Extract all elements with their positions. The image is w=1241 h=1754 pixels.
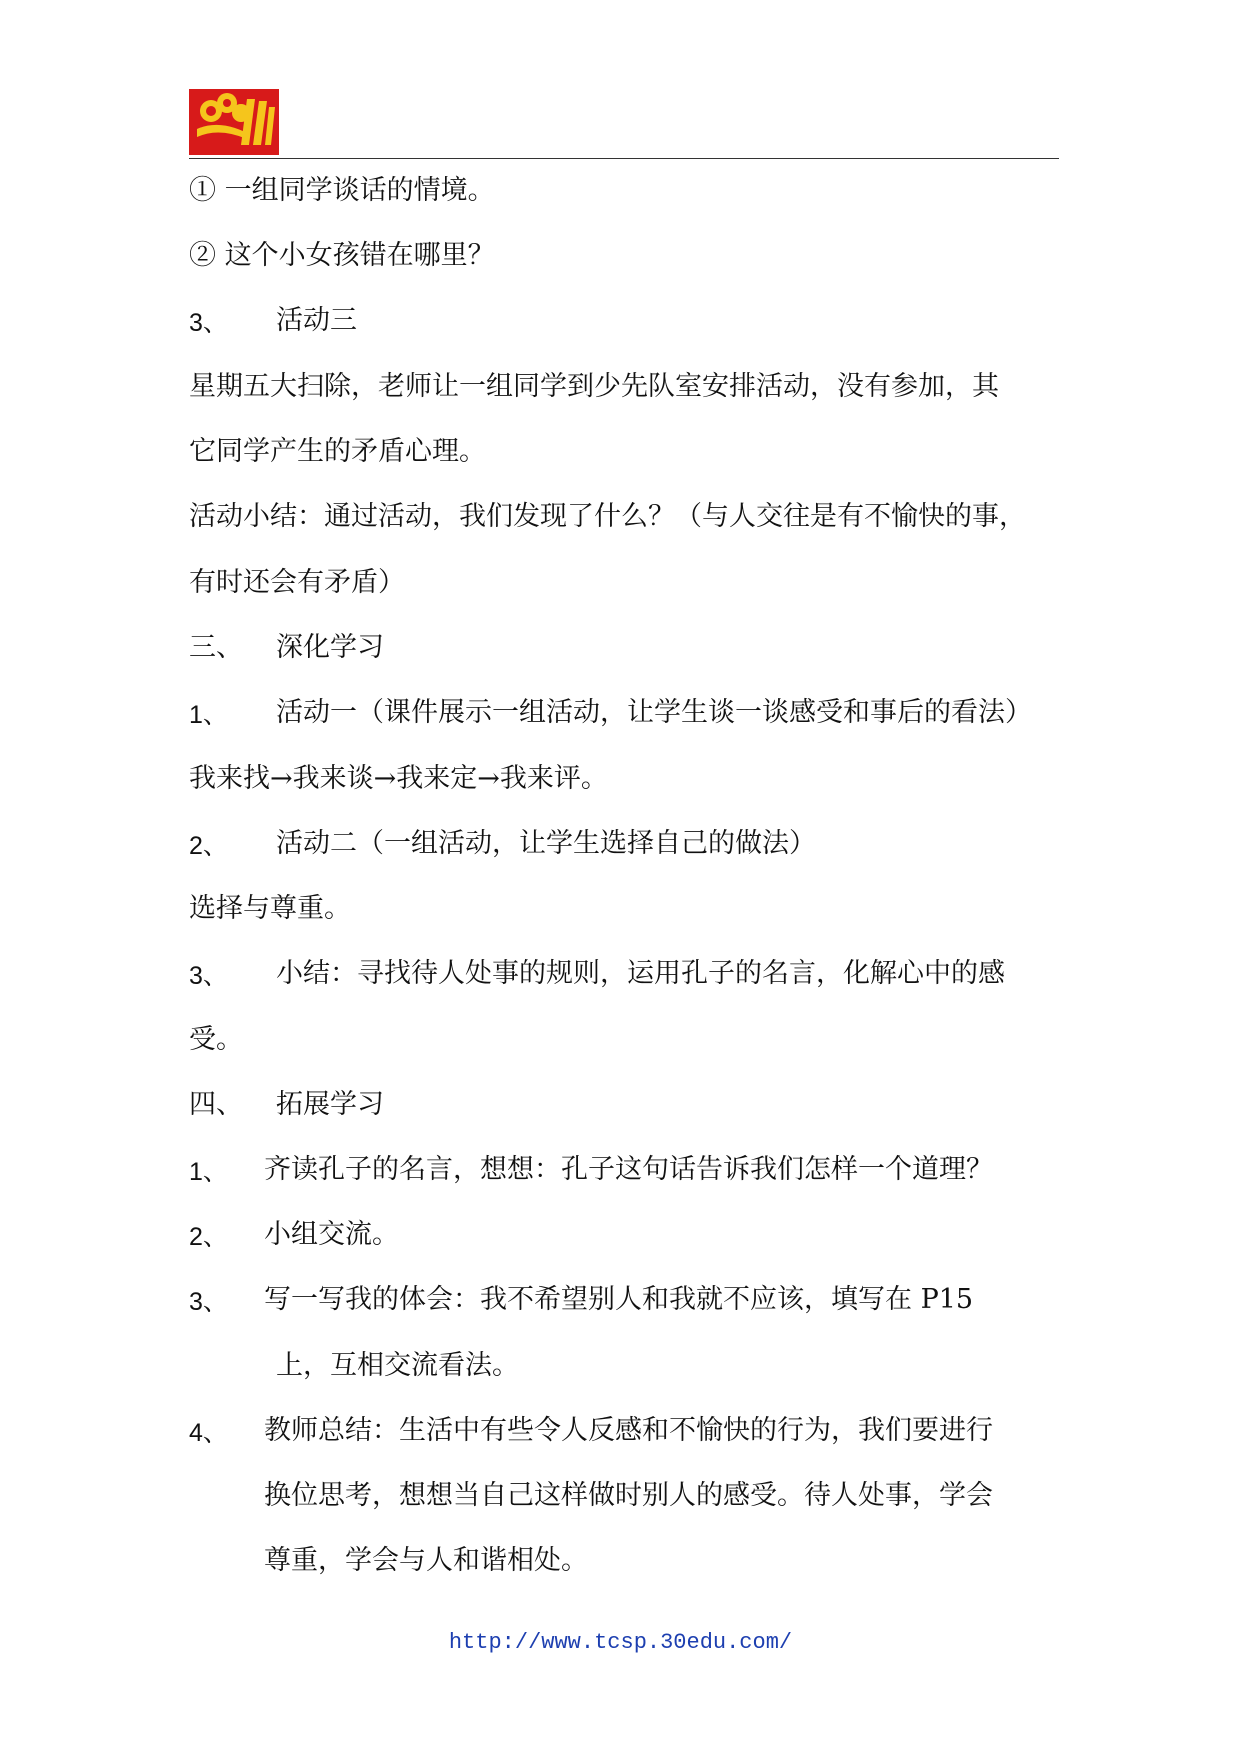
list-number: 2、 [189,1223,228,1251]
list-number: 3、 [189,309,228,337]
section-heading: 深化学习 [276,632,384,663]
text-line: 星期五大扫除，老师让一组同学到少先队室安排活动，没有参加，其 [189,371,999,402]
list-item-text: 活动一（课件展示一组活动，让学生谈一谈感受和事后的看法） [276,697,1032,728]
text-line: 有时还会有矛盾） [189,567,405,598]
text-line: 它同学产生的矛盾心理。 [189,436,486,467]
school-logo [189,89,279,155]
text-line: 活动小结：通过活动，我们发现了什么？（与人交往是有不愉快的事， [189,501,1026,532]
section-heading: 拓展学习 [276,1089,384,1120]
section-number: 四、 [189,1089,243,1120]
text-line: 我来找→我来谈→我来定→我来评。 [189,763,608,794]
list-number: 4、 [189,1419,228,1447]
list-item-text: 教师总结：生活中有些令人反感和不愉快的行为，我们要进行 [264,1415,993,1446]
footer-url-link[interactable]: http://www.tcsp.30edu.com/ [448,1630,793,1655]
list-item-text: 活动二（一组活动，让学生选择自己的做法） [276,828,816,859]
text-line: 受。 [189,1024,243,1055]
list-number: 3、 [189,1288,228,1316]
list-item-text: 活动三 [276,305,357,336]
text-line: 换位思考，想想当自己这样做时别人的感受。待人处事，学会 [264,1480,993,1511]
header-rule [189,158,1059,159]
list-number: 3、 [189,962,228,990]
list-number: 2、 [189,832,228,860]
list-number: 1、 [189,1158,228,1186]
list-item-text: 写一写我的体会：我不希望别人和我就不应该，填写在 P15 [264,1284,974,1315]
text-line: ② 这个小女孩错在哪里？ [189,240,495,271]
text-line: 选择与尊重。 [189,893,351,924]
text-line: ① 一组同学谈话的情境。 [189,175,495,206]
text-line: 尊重，学会与人和谐相处。 [264,1545,588,1576]
text-line: 上，互相交流看法。 [276,1350,519,1381]
list-item-text: 小组交流。 [264,1219,399,1250]
section-number: 三、 [189,632,243,663]
list-item-text: 小结：寻找待人处事的规则，运用孔子的名言，化解心中的感 [276,958,1005,989]
list-item-text: 齐读孔子的名言，想想：孔子这句话告诉我们怎样一个道理？ [264,1154,993,1185]
list-number: 1、 [189,701,228,729]
